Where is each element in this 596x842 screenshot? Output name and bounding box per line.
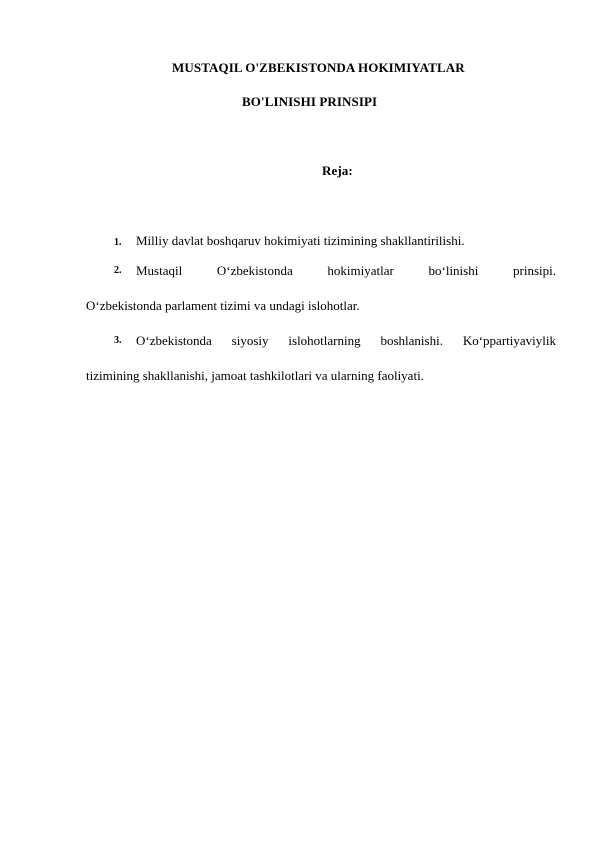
- plan-item-2: [86, 253, 556, 323]
- plan-item-number: 1.: [114, 237, 122, 248]
- plan-item-text-line-2: O‘zbekistonda parlament tizimi va undagi islohotlar.: [86, 298, 360, 313]
- plan-item-3: [86, 323, 556, 393]
- plan-item-text-line-1: Mustaqil O‘zbekistonda hokimiyatlar bo‘linishi prinsipi.: [136, 263, 556, 278]
- plan-item-number: 2.: [114, 265, 122, 276]
- plan-item-text-line-1: O‘zbekistonda siyosiy islohotlarning boshlanishi. Ko‘ppartiyaviylik: [136, 333, 556, 348]
- document-title-line-1: MUSTAQIL O'ZBEKISTONDA HOKIMIYATLAR: [172, 60, 465, 75]
- plan-item-number: 3.: [114, 335, 122, 346]
- plan-heading: Reja:: [322, 163, 353, 178]
- plan-item-text: Milliy davlat boshqaruv hokimiyati tizimining shakllantirilishi.: [136, 233, 465, 248]
- document-title-line-2: BO'LINISHI PRINSIPI: [242, 94, 378, 109]
- plan-item-text-line-2: tizimining shakllanishi, jamoat tashkilotlari va ularning faoliyati.: [86, 368, 424, 383]
